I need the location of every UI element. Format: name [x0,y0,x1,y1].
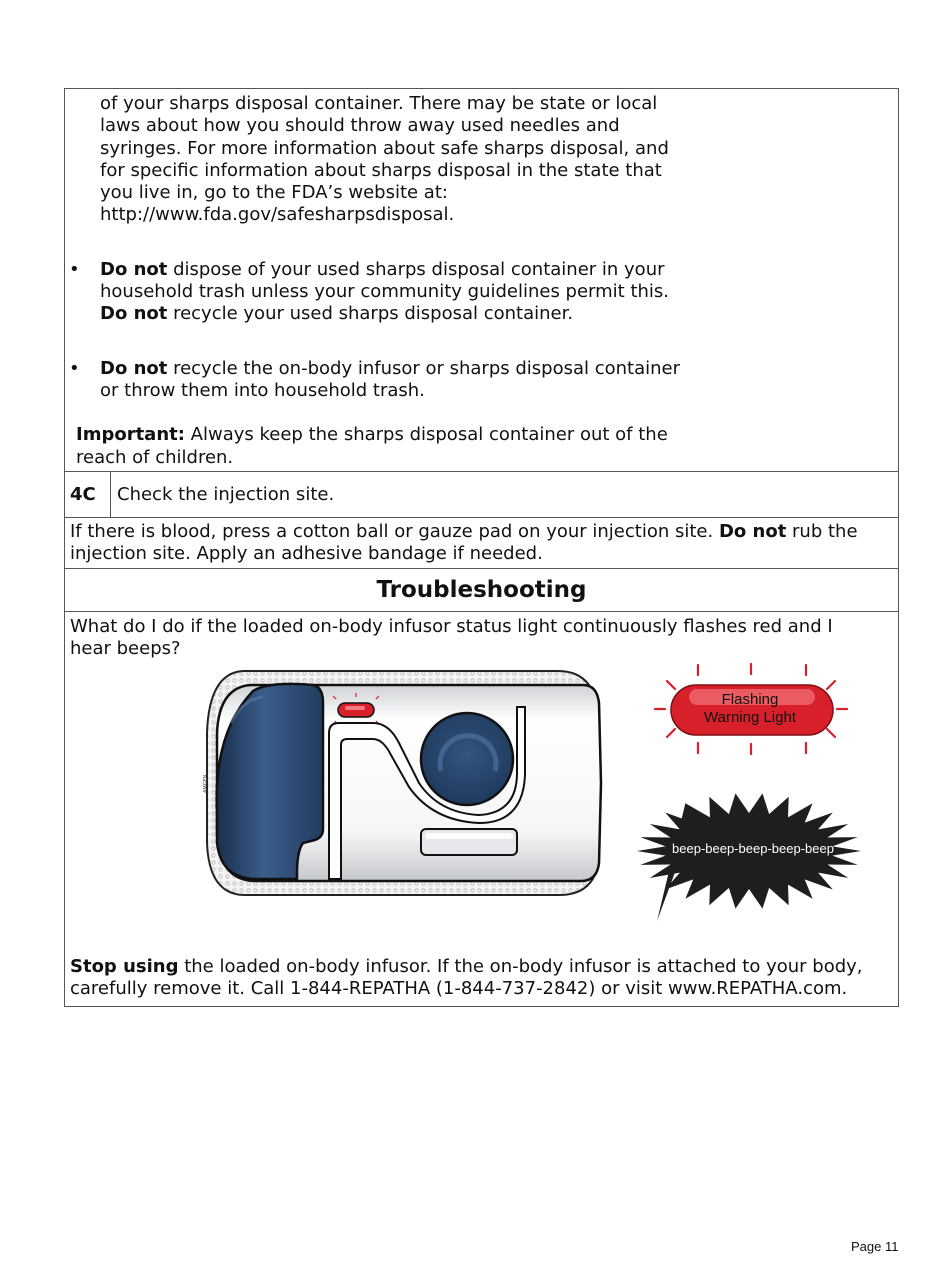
troubleshooting-heading: Troubleshooting [65,569,898,612]
important-label: Important: [76,424,185,446]
troubleshooting-question [65,612,898,661]
beep-text: beep-beep-beep-beep-beep [672,840,834,856]
bold-text: Do not [100,258,168,280]
text-span: dispose of your used sharps disposal container in your [167,258,665,280]
step-number: 4C [65,472,111,517]
text-line: of your sharps disposal container. There may be state or local [100,93,658,114]
bold-text: Do not [100,303,168,325]
text-line: injection site. Apply an adhesive bandage if needed. [70,543,543,565]
svg-text:AMGEN: AMGEN [203,774,209,793]
text-span: the loaded on-body infusor. If the on-body infusor is attached to your body, [178,955,863,977]
text-span: Always keep the sharps disposal container out of the [184,424,668,446]
disposal-continuation [65,89,720,227]
text-span: recycle your used sharps disposal container. [167,303,574,325]
flashing-label-line1: Flashing [721,690,779,708]
text-line: reach of children. [76,446,234,468]
disposal-section [65,89,898,472]
text-line: syringes. For more information about safe sharps disposal, and [100,137,669,159]
text-line [100,259,740,281]
bullet-dot: • [69,258,80,280]
text-line: carefully remove it. Call 1-844-REPATHA (1-844-737-2842) or visit www.REPATHA.com. [70,977,848,999]
beep-starburst-icon [637,793,877,923]
bold-text: Stop using [70,955,179,977]
on-body-infusor-illustration [203,663,623,903]
text-line: or throw them into household trash. [100,379,425,401]
infusor-warning-figure [65,661,898,953]
important-note [65,424,716,469]
text-span: recycle the on-body infusor or sharps disposal container [167,357,681,379]
blood-instructions [65,518,898,569]
bold-text: Do not [718,521,787,542]
step-4c-row [65,472,898,518]
instructions-table [64,88,899,1007]
text-line: laws about how you should throw away used needles and [100,115,620,137]
text-line [70,521,892,543]
step-text: Check the injection site. [117,484,335,505]
text-line: hear beeps? [70,638,181,660]
flashing-warning-label [675,691,825,727]
text-span: If there is blood, press a cotton ball or gauze pad on your injection site. [70,521,719,542]
bullet-dot: • [69,357,80,379]
text-line [100,358,740,380]
text-line [76,424,716,446]
text-line: for specific information about sharps disposal in the state that [100,159,662,181]
bullet-household-trash [65,259,740,326]
flashing-label-line2: Warning Light [704,708,796,726]
text-line [70,956,892,978]
bold-text: Do not [100,357,168,379]
troubleshooting-section [65,612,898,1006]
fda-url: http://www.fda.gov/safesharpsdisposal. [100,204,455,226]
stop-using-instructions [65,953,898,1007]
text-line [100,303,740,325]
bullet-recycle-infusor [65,358,740,403]
text-line: household trash unless your community guidelines permit this. [100,281,670,303]
text-line: you live in, go to the FDA’s website at: [100,182,448,204]
text-span: rub the [786,521,858,542]
page-number: Page 11 [851,1239,899,1254]
text-line: What do I do if the loaded on-body infusor status light continuously flashes red and I [70,616,833,637]
